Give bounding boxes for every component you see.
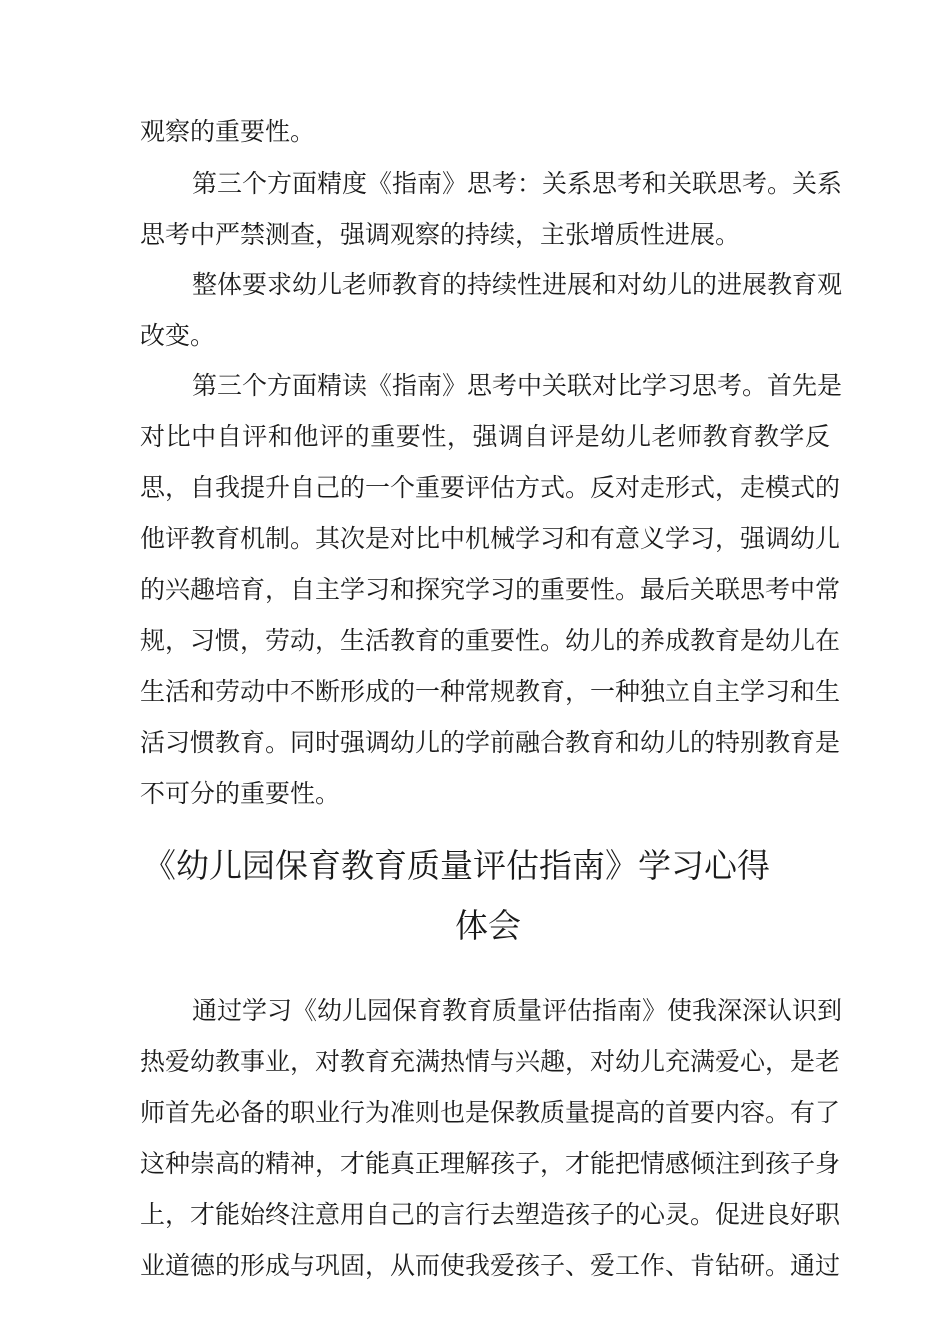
paragraph-continuation (140, 106, 830, 157)
text-line: 规，习惯，劳动，生活教育的重要性。幼儿的养成教育是幼儿在 (140, 626, 841, 655)
text-line: 整体要求幼儿老师教育的持续性进展和对幼儿的进展教育观 (192, 270, 843, 299)
text-line: 改变。 (140, 321, 216, 350)
text-line: 上，才能始终注意用自己的言行去塑造孩子的心灵。促进良好职 (140, 1200, 841, 1229)
text-line: 通过学习《幼儿园保育教育质量评估指南》使我深深认识到 (192, 996, 843, 1025)
text-line: 观察的重要性。 (140, 117, 316, 146)
document-title-continuation: 体会 (455, 906, 521, 945)
text-line: 师首先必备的职业行为准则也是保教质量提高的首要内容。有了 (140, 1098, 841, 1127)
text-line: 对比中自评和他评的重要性，强调自评是幼儿老师教育教学反 (140, 422, 830, 451)
text-line: 思，自我提升自己的一个重要评估方式。反对走形式，走模式的 (140, 473, 841, 502)
text-line: 热爱幼教事业，对教育充满热情与兴趣，对幼儿充满爱心，是老 (140, 1047, 841, 1076)
paragraph-learning-reflection (140, 985, 843, 1291)
text-line: 第三个方面精读《指南》思考中关联对比学习思考。首先是 (192, 371, 843, 400)
text-line: 的兴趣培育，自主学习和探究学习的重要性。最后关联思考中常 (140, 575, 841, 604)
document-title: 《幼儿园保育教育质量评估指南》学习心得 (143, 846, 770, 885)
paragraph-overall-requirement (140, 259, 843, 361)
paragraph-relation-thinking (140, 158, 843, 260)
text-line: 活习惯教育。同时强调幼儿的学前融合教育和幼儿的特别教育是 (140, 728, 841, 757)
text-line: 不可分的重要性。 (140, 779, 341, 808)
text-line: 第三个方面精度《指南》思考：关系思考和关联思考。关系 (192, 169, 843, 198)
paragraph-comparison-learning (140, 360, 843, 819)
text-line: 业道德的形成与巩固，从而使我爱孩子、爱工作、肯钻研。通过 (140, 1251, 841, 1280)
text-line: 生活和劳动中不断形成的一种常规教育，一种独立自主学习和生 (140, 677, 841, 706)
text-line: 思考中严禁测查，强调观察的持续，主张增质性进展。 (140, 220, 741, 249)
text-line: 这种崇高的精神，才能真正理解孩子，才能把情感倾注到孩子身 (140, 1149, 841, 1178)
text-line: 他评教育机制。其次是对比中机械学习和有意义学习，强调幼儿 (140, 524, 841, 553)
